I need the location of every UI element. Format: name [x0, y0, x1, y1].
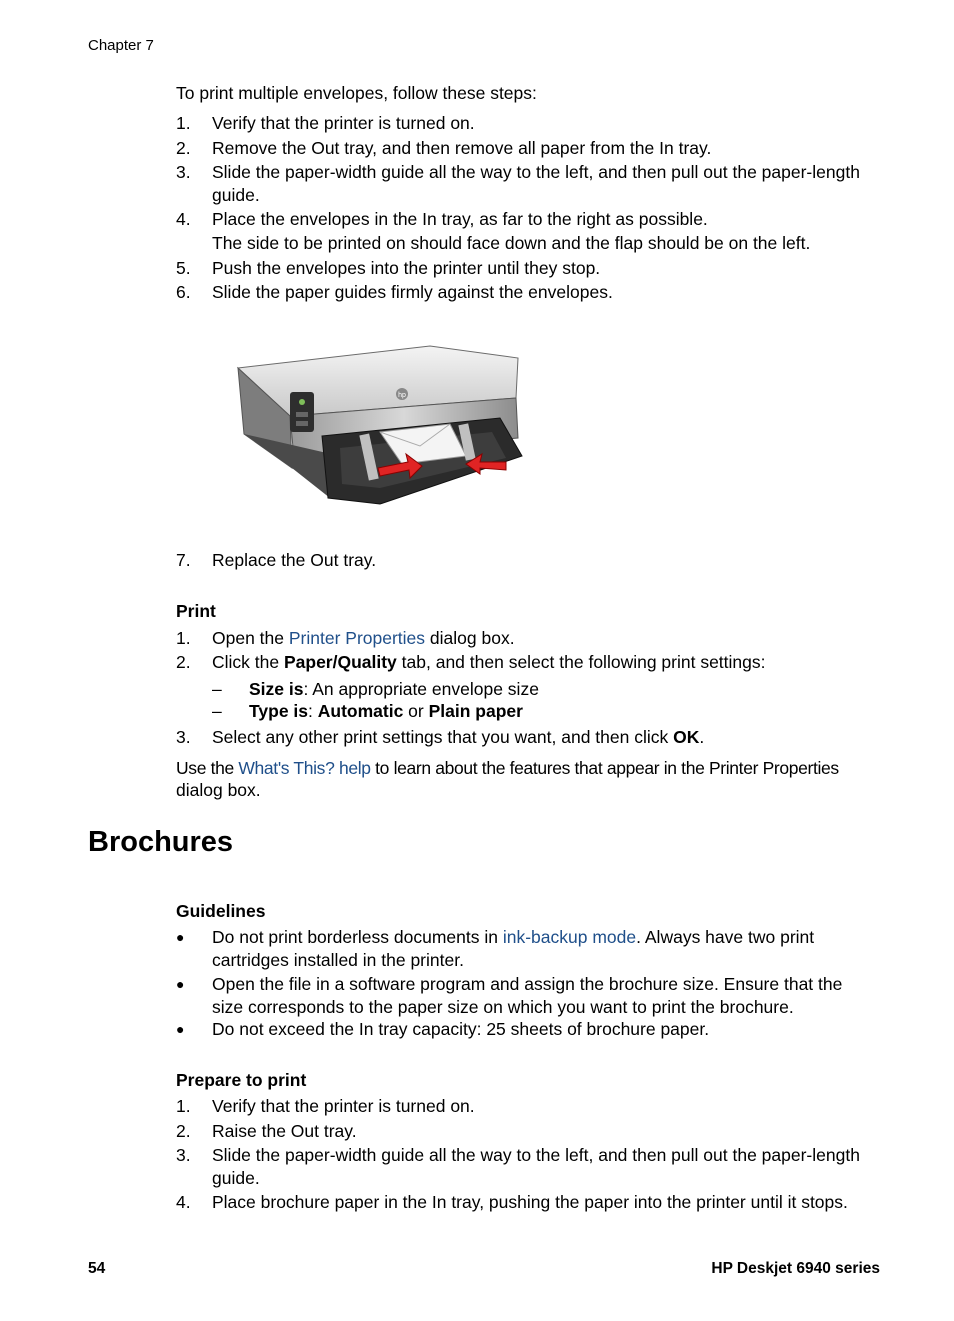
step-text-continued: guide.	[212, 185, 260, 205]
step-text: Verify that the printer is turned on.	[212, 1096, 475, 1116]
dash-marker: –	[212, 679, 222, 699]
step-number: 5.	[176, 258, 191, 278]
step-text: Raise the Out tray.	[212, 1121, 357, 1141]
step-number: 4.	[176, 1192, 191, 1212]
guideline-text: Open the file in a software program and assign the brochure size. Ensure that the	[212, 974, 843, 994]
step-text: Push the envelopes into the printer until they stop.	[212, 258, 601, 278]
bullet-icon: ●	[176, 929, 185, 945]
intro-text: To print multiple envelopes, follow these steps:	[176, 83, 537, 103]
step-note: The side to be printed on should face down and the flap should be on the left.	[212, 233, 811, 253]
guidelines-heading: Guidelines	[176, 901, 266, 921]
step-number: 1.	[176, 113, 191, 133]
step-text: Select any other print settings that you want, and then click OK.	[212, 727, 705, 747]
printer-properties-link[interactable]: Printer Properties	[288, 628, 426, 648]
step-text: Slide the paper-width guide all the way to the left, and then pull out the paper-length	[212, 162, 860, 182]
dash-marker: –	[212, 701, 222, 721]
bullet-icon: ●	[176, 1021, 185, 1037]
printer-envelope-illustration	[230, 338, 526, 510]
print-heading: Print	[176, 601, 216, 621]
step-number: 3.	[176, 727, 191, 747]
step-number: 1.	[176, 1096, 191, 1116]
step-number: 3.	[176, 162, 191, 182]
step-number: 1.	[176, 628, 191, 648]
chapter-header: Chapter 7	[88, 37, 154, 54]
step-text-continued: guide.	[212, 1168, 260, 1188]
ink-backup-mode-link[interactable]: ink-backup mode	[502, 927, 637, 947]
step-number: 2.	[176, 1121, 191, 1141]
step-text: Place brochure paper in the In tray, pushing the paper into the printer until it stops.	[212, 1192, 848, 1212]
page-number: 54	[88, 1260, 106, 1277]
bullet-icon: ●	[176, 976, 185, 992]
step-text: Slide the paper guides firmly against the envelopes.	[212, 282, 613, 302]
step-text: Replace the Out tray.	[212, 550, 377, 570]
step-number: 2.	[176, 138, 191, 158]
printer-logo-text: hp	[398, 392, 406, 399]
step-number: 3.	[176, 1145, 191, 1165]
step-number: 2.	[176, 652, 191, 672]
step-text: Verify that the printer is turned on.	[212, 113, 475, 133]
step-number: 6.	[176, 282, 191, 302]
help-paragraph-continued: dialog box.	[176, 780, 261, 800]
step-text: Click the Paper/Quality tab, and then select the following print settings:	[212, 652, 766, 672]
prepare-heading: Prepare to print	[176, 1070, 307, 1090]
guideline-text-continued: size corresponds to the paper size on which you want to print the brochure.	[212, 997, 794, 1017]
brochures-title: Brochures	[88, 826, 234, 858]
step-text: Slide the paper-width guide all the way to the left, and then pull out the paper-length	[212, 1145, 860, 1165]
step-text: Remove the Out tray, and then remove all paper from the In tray.	[212, 138, 712, 158]
step-number: 7.	[176, 550, 191, 570]
step-number: 4.	[176, 209, 191, 229]
help-paragraph: Use the What's This? help to learn about the features that appear in the Printer Properties	[176, 758, 839, 778]
setting-size: Size is: An appropriate envelope size	[249, 679, 539, 699]
setting-type: Type is: Automatic or Plain paper	[249, 701, 523, 721]
guideline-text: Do not print borderless documents in ink-backup mode. Always have two print	[212, 927, 815, 947]
step-text: Open the Printer Properties dialog box.	[212, 628, 515, 648]
product-name: HP Deskjet 6940 series	[711, 1260, 880, 1277]
whats-this-help-link[interactable]: What's This? help	[238, 758, 371, 778]
guideline-text: Do not exceed the In tray capacity: 25 sheets of brochure paper.	[212, 1019, 710, 1039]
step-text: Place the envelopes in the In tray, as far to the right as possible.	[212, 209, 708, 229]
guideline-text-continued: cartridges installed in the printer.	[212, 950, 464, 970]
